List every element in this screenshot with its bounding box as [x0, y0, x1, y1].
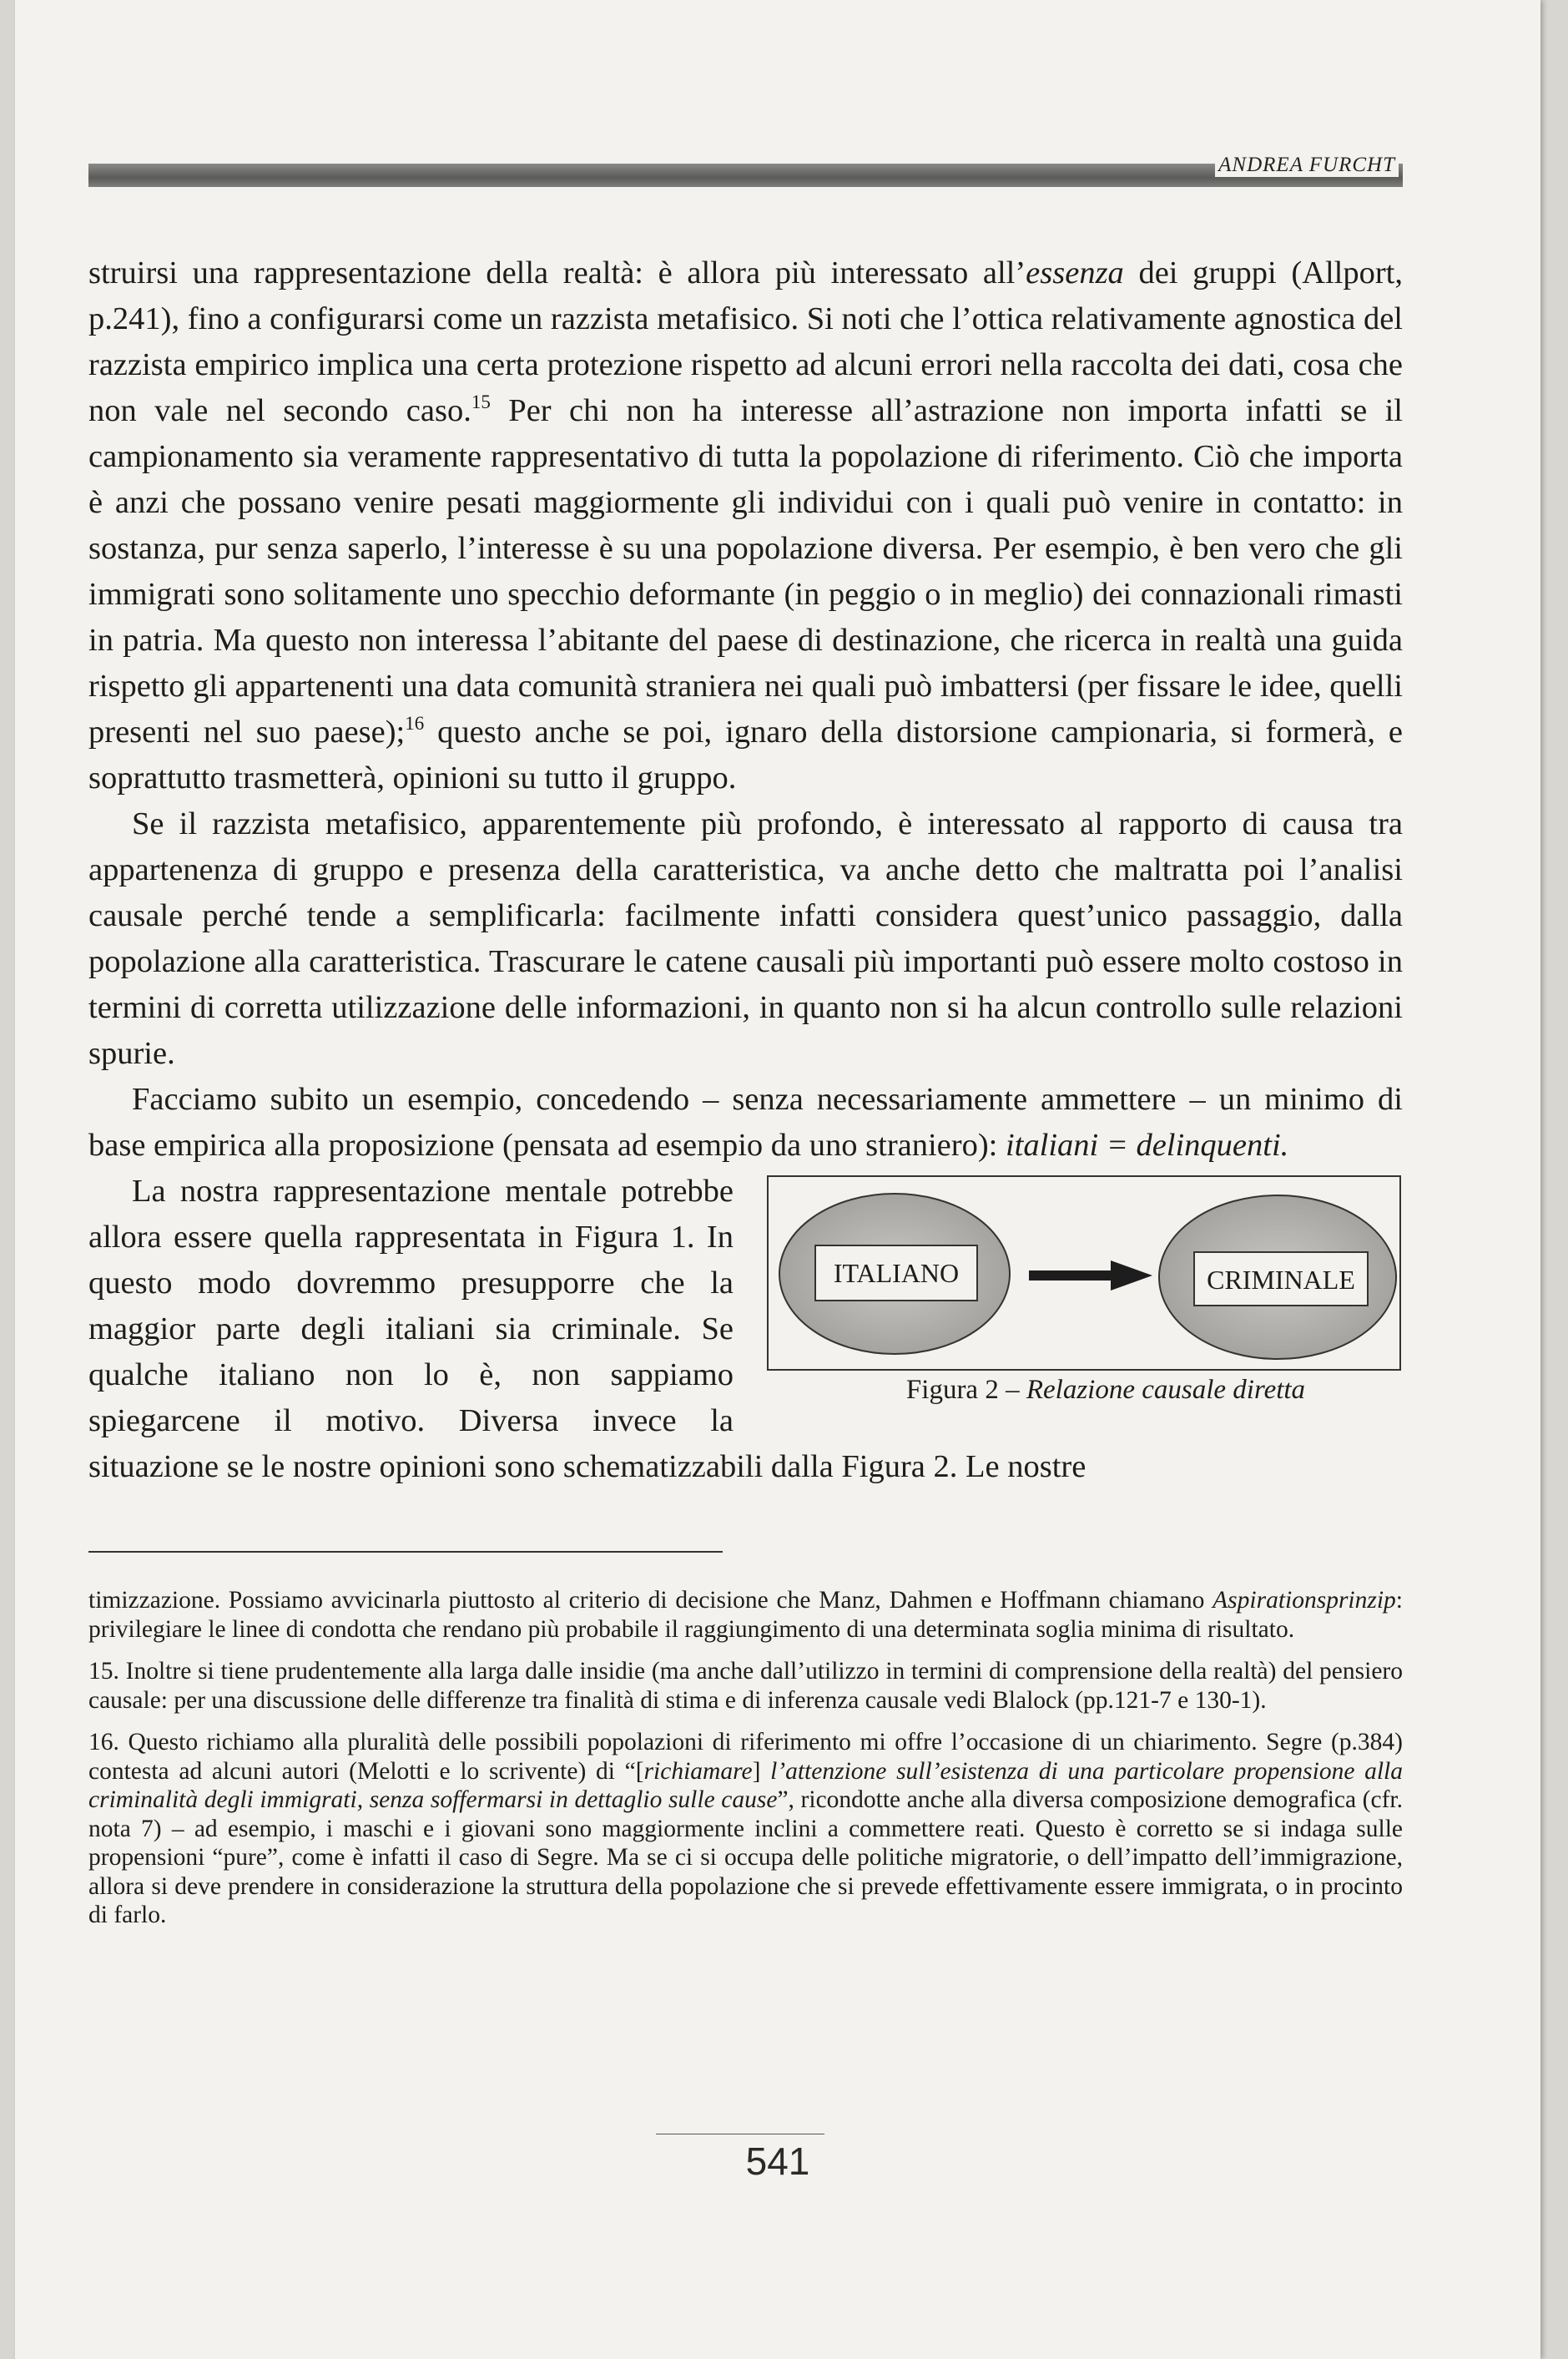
footnote-ref-15: 15 [471, 391, 491, 412]
footnote-separator [88, 1551, 723, 1553]
footnote-ref-16: 16 [405, 713, 425, 734]
arrow-icon [1029, 1260, 1152, 1291]
body-text [88, 250, 1403, 1490]
page-number: 541 [745, 2139, 810, 2183]
paragraph-2: Se il razzista metafisico, apparentemente più profondo, è interessato al rapporto di causa tra appartenenza di gruppo e presenza della caratteristica, va anche detto che maltratta poi l’analisi causale perché tende a semplificarla: facilmente infatti considera quest’unico passaggio, dalla popolazione alla caratteristica. Trascurare le catene causali più importanti può essere molto costoso in termini di corretta utilizzazione delle informazioni, in quanto non si ha alcun controllo sulle relazioni spurie. [88, 806, 1403, 1071]
paragraph-3: Facciamo subito un esempio, concedendo – senza necessariamente ammettere – un minimo di base empirica alla proposizione (pensata ad esempio da uno straniero): italiani = delinquenti. [88, 1082, 1403, 1163]
paragraph-1: struirsi una rappresentazione della realtà: è allora più interessato all’essenza dei gruppi (Allport, p.241), fino a configurarsi come un razzista metafisico. Si noti che l’ottica relativamente agnostica del razzista empirico implica una certa protezione rispetto ad alcuni errori nella raccolta dei dati, cosa che non vale nel secondo caso.$^{15}$ Per chi non ha interesse all’astrazione non importa infatti se il campionamento sia veramente rappresentativo di tutta la popolazione di riferimento. Ciò che importa è anzi che possano venire pesati maggiormente gli individui con i quali può venire in contatto: in sostanza, pur senza saperlo, l’interesse è su una popolazione diversa. Per esempio, è ben vero che gli immigrati sono solitamente uno specchio deformante (in peggio o in meglio) dei connazionali rimasti in patria. Ma questo non interessa l’abitante del paese di destinazione, che ricerca in realtà una guida rispetto gli appartenenti una data comunità straniera nei quali può imbattersi (per fissare le idee, quelli presenti nel suo paese);$^{16}$ questo anche se poi, ignaro della distorsione campionaria, si formerà, e soprattutto trasmetterà, opinioni su tutto il gruppo. [88, 255, 1403, 796]
footnote-15: 15. Inoltre si tiene prudentemente alla larga dalle insidie (ma anche dall’utilizzo in termini di comprensione della realtà) del pensiero causale: per una discussione delle differenze tra finalità di stima e di inferenza causale vedi Blalock (pp.121-7 e 130-1). [88, 1658, 1403, 1714]
footnotes [88, 1586, 1403, 1943]
header-rule [88, 164, 1403, 187]
causal-diagram [767, 1175, 1401, 1371]
running-head: ANDREA FURCHT [1215, 154, 1399, 177]
figure-caption: Figura 2 – Relazione causale diretta [905, 1375, 1306, 1405]
criminale-label: CRIMINALE [1207, 1265, 1355, 1295]
footnote-continuation: timizzazione. Possiamo avvicinarla piuttosto al criterio di decisione che Manz, Dahmen e Hoffmann chiamano Aspirationsprinzip: privilegiare le linee di condotta che rendano più probabile il raggiungimento di una determinata soglia minima di risultato. [88, 1587, 1403, 1643]
paragraph-4: ITALIANO CRIMINALE Figura 2 – Relazione causale diretta La nostra rappresentazione mentale potrebbe allora essere quella rappresentata in Figura 1. In questo modo dovremmo presupporre che la maggior parte degli italiani sia criminale. Se qualche italiano non lo è, non sappiamo spiegarcene il motivo. Diversa invece la situazione se le nostre opinioni sono schematizzabili dalla Figura 2. Le nostre [88, 1169, 1403, 1490]
book-page [15, 0, 1540, 2359]
italiano-label: ITALIANO [833, 1258, 960, 1288]
figure-2 [767, 1175, 1403, 1436]
footnote-16: 16. Questo richiamo alla pluralità delle possibili popolazioni di riferimento mi offre l’occasione di un chiarimento. Segre (p.384) contesta ad alcuni autori (Melotti e lo scrivente) di “[richiamare] l’attenzione sull’esistenza di una particolare propensione alla criminalità degli immigrati, senza soffermarsi in dettaglio sulle cause”, ricondotte anche alla diversa composizione demografica (cfr. nota 7) – ad esempio, i maschi e i giovani sono maggiormente inclini a commettere reati. Questo è corretto se si indaga sulle propensioni “pure”, come è infatti il caso di Segre. Ma se ci si occupa delle politiche migratorie, o dell’impatto dell’immigrazione, allora si deve prendere in considerazione la struttura della popolazione che si prevede effettivamente essere immigrata, o in procinto di farlo. [88, 1729, 1404, 1928]
proposition: italiani = delinquenti. [1005, 1128, 1289, 1163]
